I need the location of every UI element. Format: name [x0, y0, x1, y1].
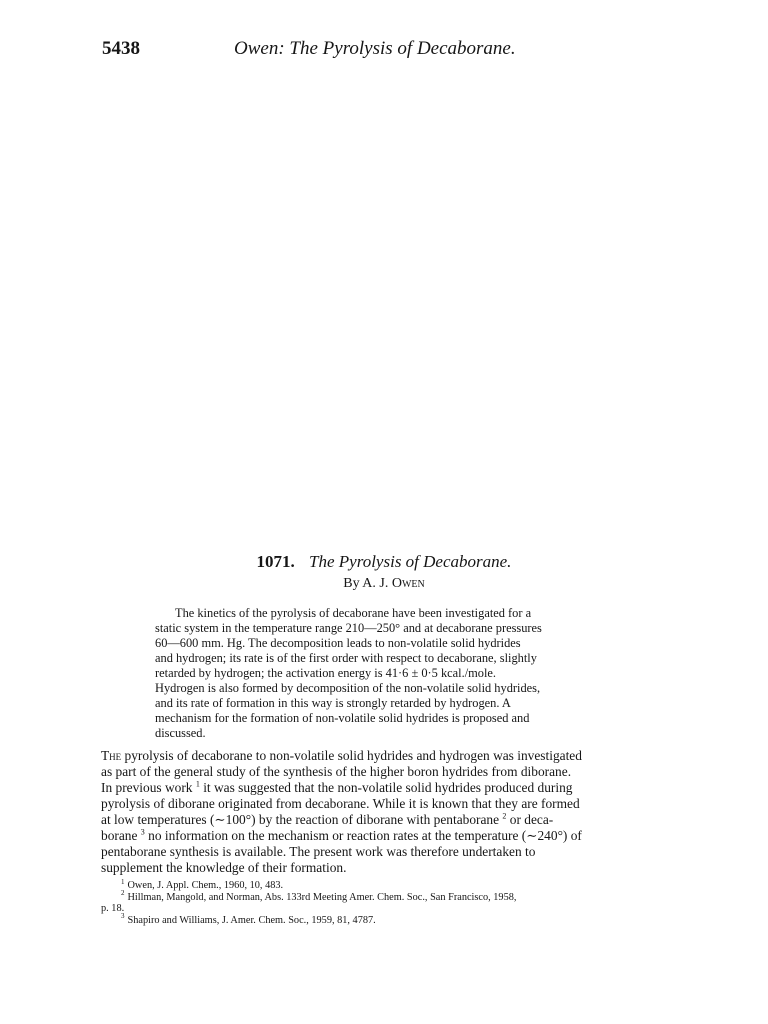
footnote-2: [101, 889, 683, 904]
body-line: pentaborane synthesis is available. The present work was therefore undertaken to: [101, 844, 536, 859]
article-title: The Pyrolysis of Decaborane.: [309, 552, 512, 571]
abstract-line: static system in the temperature range 210—250° and at decaborane pressures: [155, 621, 542, 635]
body-line: [101, 780, 681, 796]
footnote-mark: 1: [121, 877, 125, 886]
abstract-line: retarded by hydrogen; the activation energy is 41·6 ± 0·5 kcal./mole.: [155, 666, 497, 680]
body-text-run: or deca-: [506, 812, 554, 827]
footnote-1: [101, 877, 683, 892]
author-name: Owen: [391, 576, 425, 591]
body-paragraph: [101, 748, 681, 876]
lead-word: The: [101, 748, 122, 763]
footnotes: [101, 877, 683, 926]
abstract-line: Hydrogen is also formed by decomposition of the non-volatile solid hydrides,: [155, 681, 541, 695]
abstract-line: and hydrogen; its rate is of the first order with respect to decaborane, slightly: [155, 651, 537, 665]
article-heading: [0, 552, 768, 572]
footnote-text: Owen, J. Appl. Chem., 1960, 10, 483.: [127, 880, 284, 891]
byline-prefix: By A. J.: [343, 576, 392, 591]
abstract-line: The kinetics of the pyrolysis of decaborane have been investigated for a: [175, 606, 532, 620]
body-line: [101, 812, 681, 828]
reference-mark: 3: [140, 827, 145, 837]
reference-mark: 2: [502, 811, 507, 821]
body-line: [101, 748, 681, 764]
body-text-run: no information on the mechanism or reaction rates at the temperature (∼240°) of: [144, 828, 582, 843]
body-text-run: pyrolysis of decaborane to non-volatile solid hydrides and hydrogen was investigated: [121, 748, 582, 763]
body-line: pyrolysis of diborane originated from decaborane. While it is known that they are formed: [101, 796, 580, 811]
abstract-line: and its rate of formation in this way is strongly retarded by hydrogen. A: [155, 696, 511, 710]
abstract-line: 60—600 mm. Hg. The decomposition leads to non-volatile solid hydrides: [155, 636, 521, 650]
abstract-line: mechanism for the formation of non-volatile solid hydrides is proposed and: [155, 711, 530, 725]
body-line: [101, 828, 681, 844]
article-number: 1071.: [256, 552, 295, 571]
running-head: [102, 38, 680, 64]
body-text-run: at low temperatures (∼100°) by the reaction of diborane with pentaborane: [101, 812, 503, 827]
footnote-3: [101, 912, 683, 927]
abstract: [155, 606, 625, 741]
body-line: supplement the knowledge of their formation.: [101, 860, 347, 875]
body-text-run: it was suggested that the non-volatile solid hydrides produced during: [199, 780, 573, 795]
abstract-line: discussed.: [155, 726, 206, 740]
footnote-text: Shapiro and Williams, J. Amer. Chem. Soc., 1959, 81, 4787.: [127, 914, 376, 926]
body-text-run: In previous work: [101, 780, 196, 795]
footnote-text: Hillman, Mangold, and Norman, Abs. 133rd Meeting Amer. Chem. Soc., San Francisco, 1958,: [127, 891, 517, 903]
page-number: 5438: [102, 38, 140, 59]
footnote-mark: 2: [121, 889, 125, 898]
footnote-2-continuation: p. 18.: [101, 903, 125, 914]
footnote-mark: 3: [121, 912, 125, 921]
byline: [0, 576, 768, 592]
running-title: Owen: The Pyrolysis of Decaborane.: [234, 38, 516, 59]
body-line: as part of the general study of the synthesis of the higher boron hydrides from diborane.: [101, 764, 572, 779]
reference-mark: 1: [195, 779, 200, 789]
body-text-run: borane: [101, 828, 141, 843]
